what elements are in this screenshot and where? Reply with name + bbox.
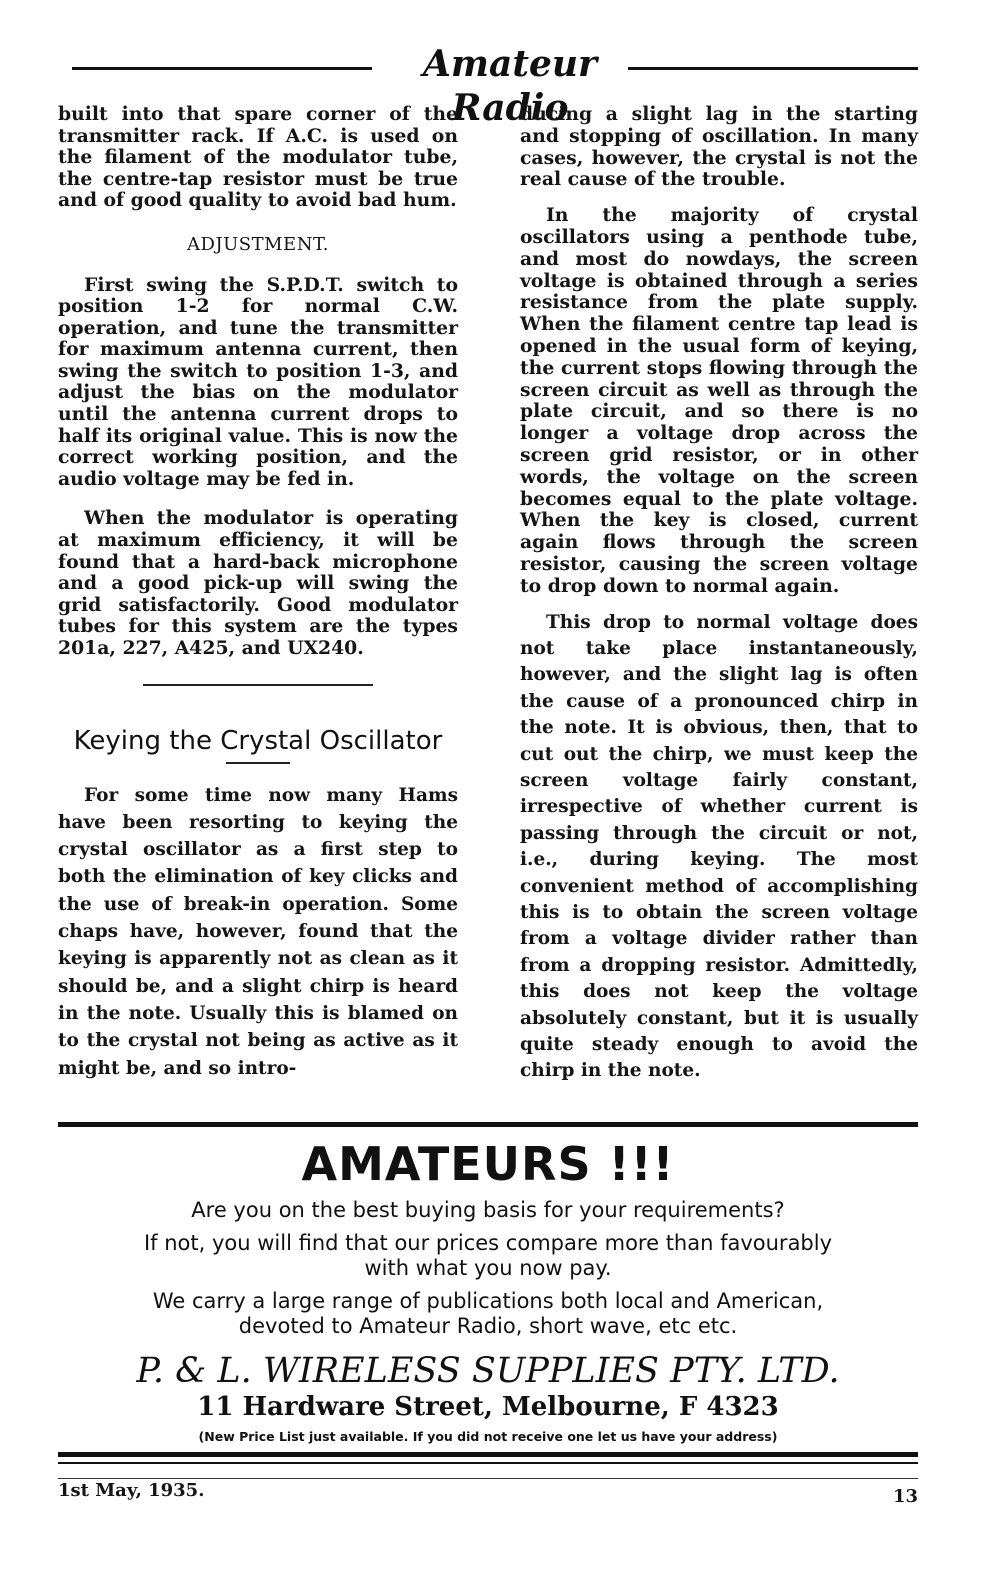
right-paragraph-2: In the majority of crystal oscillators using a penthode tube, and most do nowdays, the screen voltage is obtained through a series resistance from the plate supply. When the filament centre tap lead is opened in the usual form of keying, the current stops flowing through the screen circuit as well as through the plate circuit, and so there is no longer a voltage drop across the screen grid resistor, or in other words, the voltage on the screen becomes equal to the plate voltage. When the key is closed, current again flows through the screen resistor, causing the screen voltage to drop down to normal again. bbox=[520, 204, 918, 597]
title-underline bbox=[226, 762, 290, 764]
ad-note: (New Price List just available. If you did not receive one let us have your address) bbox=[198, 1429, 778, 1444]
masthead: Amateur Radio bbox=[422, 43, 598, 129]
header-rule-right bbox=[628, 67, 918, 70]
article-title: Keying the Crystal Oscillator bbox=[73, 725, 443, 756]
ad-bottom-rule bbox=[58, 1452, 918, 1457]
right-column bbox=[520, 104, 918, 1085]
adjustment-paragraph: First swing the S.P.D.T. switch to position 1-2 for normal C.W. operation, and tune the transmitter for maximum antenna current, then swing the switch to position 1-3, and adjust the bias on the modulator until the antenna current drops to half its original value. This is now the correct working position, and the audio voltage may be fed in. bbox=[58, 273, 458, 490]
page-number: 13 bbox=[892, 1486, 918, 1507]
footer-rule bbox=[58, 1478, 918, 1479]
modulator-paragraph: When the modulator is operating at maximum efficiency, it will be found that a hard-back microphone and a good pick-up will swing the grid satisfactorily. Good modulator tubes for this system are the types 201a, 227, A425, and UX240. bbox=[58, 507, 458, 659]
section-heading: ADJUSTMENT. bbox=[186, 233, 330, 255]
ad-top-rule bbox=[58, 1122, 918, 1127]
right-paragraph-1: ducing a slight lag in the starting and stopping of oscillation. In many cases, however, the crystal is not the real cause of the trouble. bbox=[520, 103, 918, 191]
advertisement bbox=[58, 1136, 918, 1447]
article-paragraph: For some time now many Hams have been resorting to keying the crystal oscillator as a first step to both the elimination of key clicks and the use of break-in operation. Some chaps have, however, found that the keying is apparently not as clean as it should be, and a slight chirp is heard in the note. Usually this is blamed on to the crystal not being as active as it might be, and so intro- bbox=[58, 784, 458, 1079]
ad-headline: AMATEURS !!! bbox=[301, 1137, 675, 1191]
ad-line-1: Are you on the best buying basis for your requirements? bbox=[191, 1198, 785, 1222]
ad-line-3b: devoted to Amateur Radio, short wave, etc etc. bbox=[238, 1314, 738, 1338]
ad-bottom-rule-thin bbox=[58, 1462, 918, 1464]
ad-address: 11 Hardware Street, Melbourne, F 4323 bbox=[197, 1392, 779, 1422]
ad-line-2a: If not, you will find that our prices compare more than favourably bbox=[143, 1231, 833, 1255]
section-divider bbox=[143, 684, 373, 686]
ad-company-name: P. & L. WIRELESS SUPPLIES PTY. LTD. bbox=[136, 1351, 840, 1391]
ad-line-2b: with what you now pay. bbox=[364, 1256, 612, 1280]
intro-paragraph: built into that spare corner of the transmitter rack. If A.C. is used on the filament of the modulator tube, the centre-tap resistor must be true and of good quality to avoid bad hum. bbox=[58, 103, 458, 211]
right-paragraph-3: This drop to normal voltage does not take place instantaneously, however, and the slight lag is often the cause of a pronounced chirp in the note. It is obvious, then, that to cut out the chirp, we must keep the screen voltage fairly constant, irrespective of whether current is passing through the circuit or not, i.e., during keying. The most convenient method of accomplishing this is to obtain the screen voltage from a voltage divider rather than from a dropping resistor. Admittedly, this does not keep the voltage absolutely constant, but it is usually quite steady enough to avoid the chirp in the note. bbox=[520, 611, 918, 1082]
ad-line-3a: We carry a large range of publications both local and American, bbox=[152, 1289, 824, 1313]
intro-block bbox=[58, 104, 458, 212]
footer-date: 1st May, 1935. bbox=[58, 1480, 205, 1501]
left-column bbox=[58, 104, 458, 1082]
header-rule-left bbox=[72, 67, 372, 70]
